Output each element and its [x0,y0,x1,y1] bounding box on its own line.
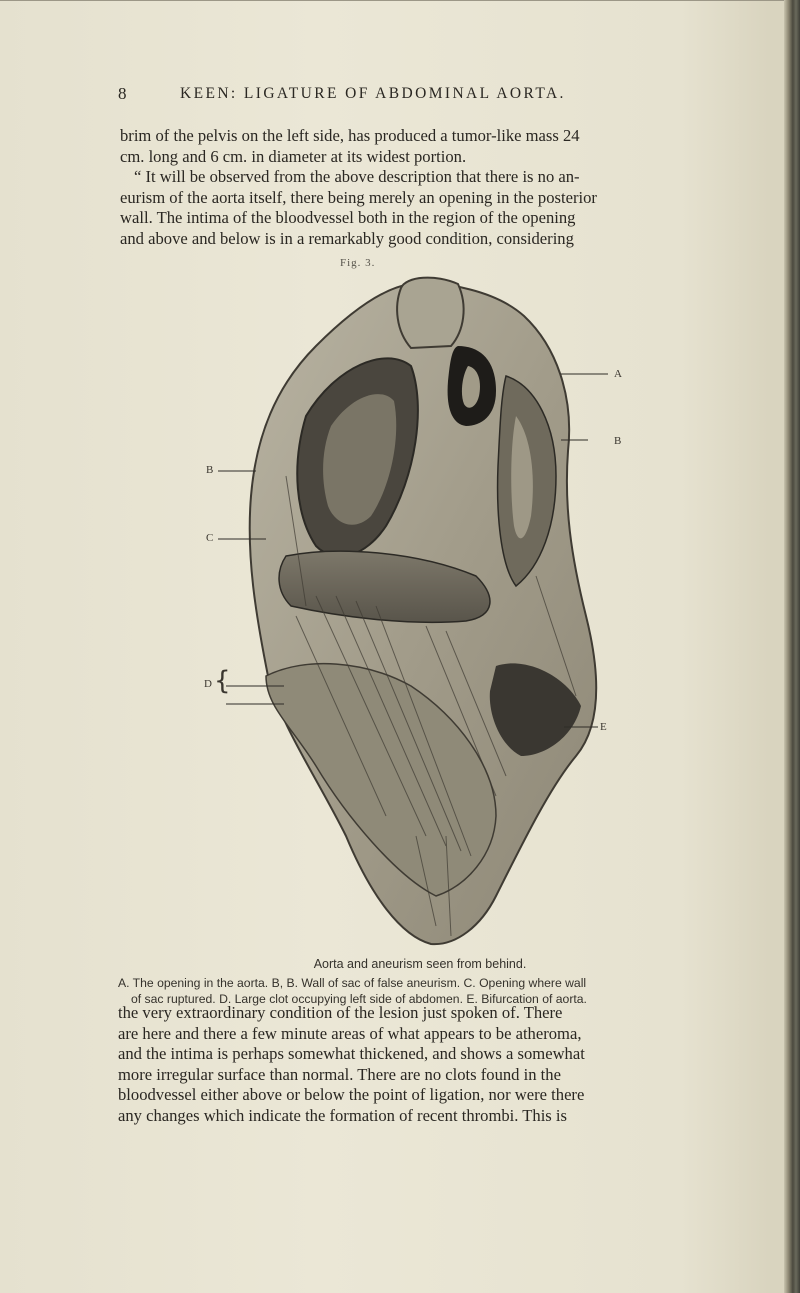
figure-letter-c: C [206,532,214,544]
figure-letter-a: A [614,368,622,380]
text-line: the very extraordinary condition of the lesion just spoken of. There [118,1003,563,1022]
aorta-aneurism-illustration [196,276,636,956]
text-line: “ It will be observed from the above description that there is no an- [134,167,580,186]
text-line: more irregular surface than normal. There are no clots found in the [118,1064,561,1084]
page-edge-line [0,0,790,1]
figure-letter-d: D [204,678,212,690]
paragraph-top [120,126,720,249]
text-line: cm. long and 6 cm. in diameter at its widest portion. [120,146,467,166]
figure-letter-b-left: B [206,464,214,476]
text-line: brim of the pelvis on the left side, has produced a tumor-like mass 24 [120,126,580,145]
caption-line: A. The opening in the aorta. B, B. Wall of sac of false aneurism. C. Opening where wall [118,976,587,990]
running-header [118,84,768,106]
running-title: KEEN: LIGATURE OF ABDOMINAL AORTA. [180,85,566,102]
aorta-stub-shape [397,278,463,348]
text-line: any changes which indicate the formation of recent thrombi. This is [118,1105,567,1125]
figure-brace-d: { [214,666,231,696]
text-line: wall. The intima of the bloodvessel both in the region of the opening [120,208,576,227]
figure-letter-b-right: B [614,435,622,447]
figure-caption-title: Aorta and aneurism seen from behind. [313,957,527,971]
figure-letter-e: E [600,721,607,733]
caption-line: of sac ruptured. D. Large clot occupying left side of abdomen. E. Bifurcation of aorta. [131,992,587,1006]
text-line: bloodvessel either above or below the point of ligation, nor were there [118,1085,585,1104]
figure-label: Fig. 3. [340,257,376,269]
page-number: 8 [118,84,127,103]
book-spine-edge [784,0,800,1293]
text-line: eurism of the aorta itself, there being merely an opening in the posterior [120,187,597,207]
paragraph-bottom [118,1003,722,1126]
text-line: and the intima is perhaps somewhat thickened, and shows a somewhat [118,1044,585,1063]
text-line: and above and below is in a remarkably good condition, considering [120,228,574,248]
text-line: are here and there a few minute areas of what appears to be atheroma, [118,1023,582,1043]
